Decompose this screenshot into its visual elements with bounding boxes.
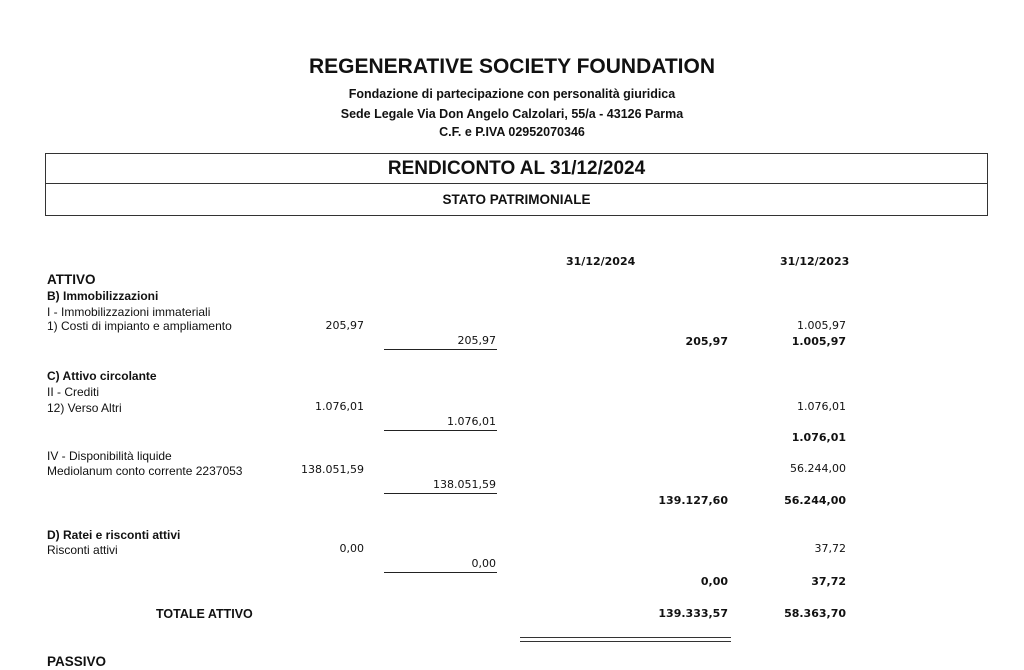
section-b-subtitle: I - Immobilizzazioni immateriali — [47, 305, 211, 319]
section-d-title: D) Ratei e risconti attivi — [47, 528, 181, 542]
section-d-underline — [384, 572, 497, 573]
section-d-total-prev: 37,72 — [811, 575, 846, 588]
section-d-item-value: 0,00 — [339, 542, 364, 555]
section-b-item-value: 205,97 — [325, 319, 364, 332]
organization-address: Sede Legale Via Don Angelo Calzolari, 55/a - 43126 Parma — [340, 107, 684, 121]
section-c-total: 139.127,60 — [658, 494, 728, 507]
column-header-previous-year: 31/12/2023 — [780, 255, 850, 268]
section-b-title: B) Immobilizzazioni — [47, 289, 159, 303]
section-b-item-prev: 1.005,97 — [797, 319, 846, 332]
organization-name: REGENERATIVE SOCIETY FOUNDATION — [308, 55, 716, 78]
section-c-sub1: II - Crediti — [47, 385, 100, 399]
organization-tax-id: C.F. e P.IVA 02952070346 — [439, 125, 585, 139]
totale-attivo-prev: 58.363,70 — [784, 607, 846, 620]
section-c-total-prev: 56.244,00 — [784, 494, 846, 507]
totale-attivo-label: TOTALE ATTIVO — [156, 607, 253, 621]
section-b-total: 205,97 — [685, 335, 728, 348]
section-d-item-label: Risconti attivi — [47, 543, 118, 557]
section-b-total-prev: 1.005,97 — [791, 335, 846, 348]
passivo-heading-text: PASSIVO — [47, 654, 107, 669]
column-header-current-year: 31/12/2024 — [566, 255, 636, 268]
section-c-item2-prev: 56.244,00 — [790, 462, 846, 475]
attivo-heading: ATTIVO — [47, 272, 96, 287]
section-b-item-label: 1) Costi di impianto e ampliamento — [47, 319, 232, 333]
section-c-item1-label: 12) Verso Altri — [47, 401, 122, 415]
section-c-item1-value: 1.076,01 — [315, 400, 364, 413]
totale-attivo-value: 139.333,57 — [658, 607, 728, 620]
section-c-title: C) Attivo circolante — [47, 369, 157, 383]
report-section-box — [45, 183, 988, 216]
section-c-sub2-total: 138.051,59 — [433, 478, 496, 491]
report-title: RENDICONTO AL 31/12/2024 — [387, 158, 646, 179]
section-d-total: 0,00 — [700, 575, 728, 588]
section-c-sub1-total: 1.076,01 — [447, 415, 496, 428]
section-c-item1-prev: 1.076,01 — [797, 400, 846, 413]
totale-double-underline — [520, 637, 731, 642]
section-c-sub2: IV - Disponibilità liquide — [47, 449, 172, 463]
report-section: STATO PATRIMONIALE — [442, 192, 591, 207]
section-c-sub2-underline — [384, 493, 497, 494]
section-d-item-prev: 37,72 — [814, 542, 846, 555]
organization-subtitle: Fondazione di partecipazione con personalità giuridica — [348, 87, 676, 101]
section-d-subtotal: 0,00 — [471, 557, 496, 570]
report-title-box — [45, 153, 988, 184]
section-b-subtotal: 205,97 — [457, 334, 496, 347]
section-b-underline — [384, 349, 497, 350]
section-c-item2-label: Mediolanum conto corrente 2237053 — [47, 464, 243, 478]
section-c-item2-value: 138.051,59 — [301, 463, 364, 476]
passivo-heading — [47, 654, 107, 669]
section-c-sub1-underline — [384, 430, 497, 431]
section-c-sub1-total-prev: 1.076,01 — [791, 431, 846, 444]
